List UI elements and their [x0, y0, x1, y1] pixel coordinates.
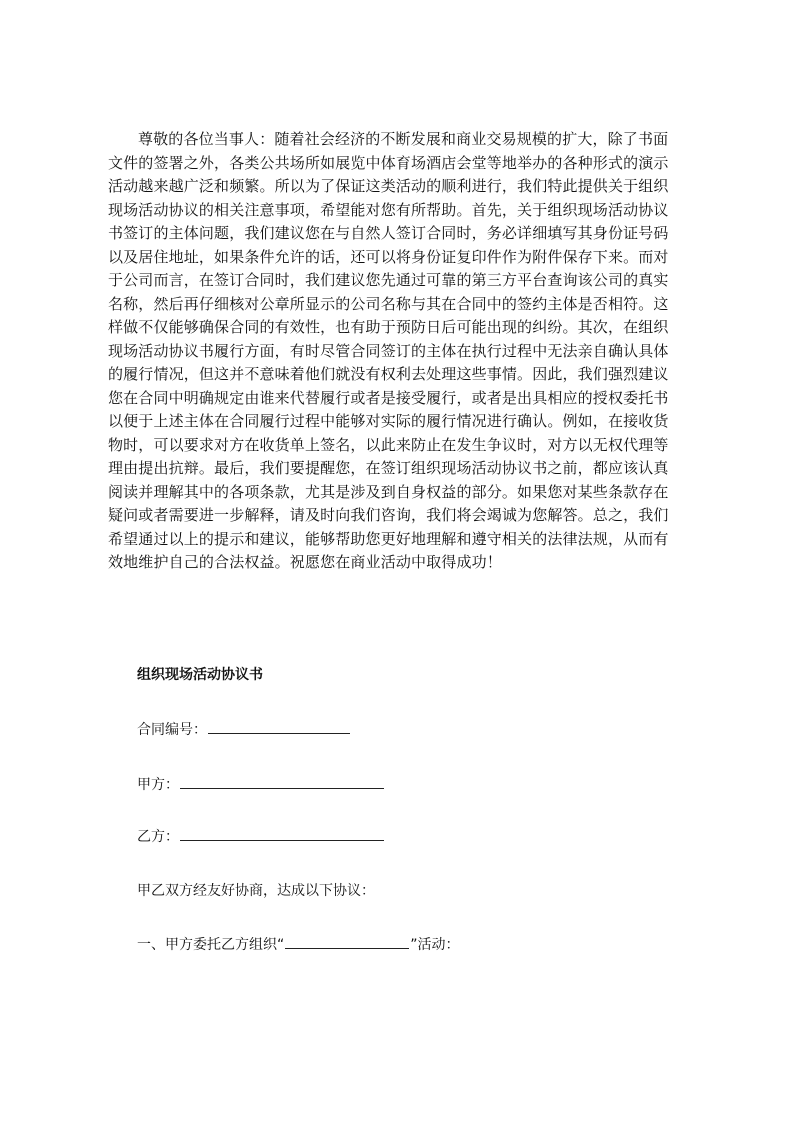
intro-line: 样做不仅能够确保合同的有效性，也有助于预防日后可能出现的纠纷。其次，在组织	[108, 318, 669, 336]
intro-line: 于公司而言，在签订合同时，我们建议您先通过可靠的第三方平台查询该公司的真实	[108, 271, 669, 289]
intro-line: 希望通过以上的提示和建议，能够帮助您更好地理解和遵守相关的法律法规，从而有	[108, 529, 669, 548]
intro-line: 的履行情况，但这并不意味着他们就没有权利去处理这些事情。因此，我们强烈建议	[108, 365, 669, 383]
agreement-intro	[137, 880, 375, 900]
intro-line: 书签订的主体问题，我们建议您在与自然人签订合同时，务必详细填写其身份证号码	[108, 224, 669, 242]
clause-1-suffix: 活动：	[417, 937, 460, 953]
party-a-blank[interactable]	[180, 774, 384, 789]
intro-line: 理由提出抗辩。最后，我们要提醒您，在签订组织现场活动协议书之前，都应该认真	[108, 459, 669, 477]
intro-line: 阅读并理解其中的各项条款，尤其是涉及到自身权益的部分。如果您对某些条款存在	[108, 482, 669, 501]
intro-line: 物时，可以要求对方在收货单上签名，以此来防止在发生争议时，对方以无权代理等	[108, 435, 669, 454]
party-b-blank[interactable]	[180, 826, 384, 841]
contract-number-label: 合同编号：	[137, 722, 207, 738]
intro-line: 以便于上述主体在合同履行过程中能够对实际的履行情况进行确认。例如，在接收货	[108, 412, 669, 430]
contract-number-field	[137, 719, 351, 739]
party-b-field	[137, 826, 385, 846]
intro-line: 疑问或者需要进一步解释，请及时向我们咨询，我们将会竭诚为您解答。总之，我们	[108, 506, 669, 524]
intro-line: 尊敬的各位当事人：随着社会经济的不断发展和商业交易规模的扩大，除了书面	[138, 130, 669, 148]
party-b-label: 乙方：	[137, 829, 179, 845]
clause-1-close-quote: ”	[410, 937, 418, 953]
contract-title: 组织现场活动协议书	[137, 667, 263, 683]
clause-1-open-quote: “	[277, 937, 285, 953]
clause-1	[137, 934, 460, 954]
party-a-label: 甲方：	[137, 777, 179, 793]
intro-line: 您在合同中明确规定由谁来代替履行或者是接受履行，或者是出具相应的授权委托书	[108, 388, 669, 407]
contract-number-blank[interactable]	[208, 719, 350, 734]
intro-line: 文件的签署之外，各类公共场所如展览中体育场酒店会堂等地举办的各种形式的演示	[108, 153, 669, 172]
intro-line: 名称，然后再仔细核对公章所显示的公司名称与其在合同中的签约主体是否相符。这	[108, 294, 669, 313]
clause-1-prefix: 一、甲方委托乙方组织	[137, 937, 277, 953]
intro-line: 现场活动协议书履行方面，有时尽管合同签订的主体在执行过程中无法亲自确认具体	[108, 341, 669, 360]
party-a-field	[137, 774, 385, 794]
intro-line: 以及居住地址，如果条件允许的话，还可以将身份证复印件作为附件保存下来。而对	[108, 247, 669, 266]
activity-name-blank[interactable]	[285, 934, 409, 949]
intro-paragraph	[108, 128, 700, 575]
intro-line: 活动越来越广泛和频繁。所以为了保证这类活动的顺利进行，我们特此提供关于组织	[108, 177, 669, 195]
agreement-intro-text: 甲乙双方经友好协商，达成以下协议：	[137, 883, 375, 899]
intro-line: 现场活动协议的相关注意事项，希望能对您有所帮助。首先，关于组织现场活动协议	[108, 200, 669, 219]
intro-line: 效地维护自己的合法权益。祝愿您在商业活动中取得成功！	[108, 553, 502, 571]
